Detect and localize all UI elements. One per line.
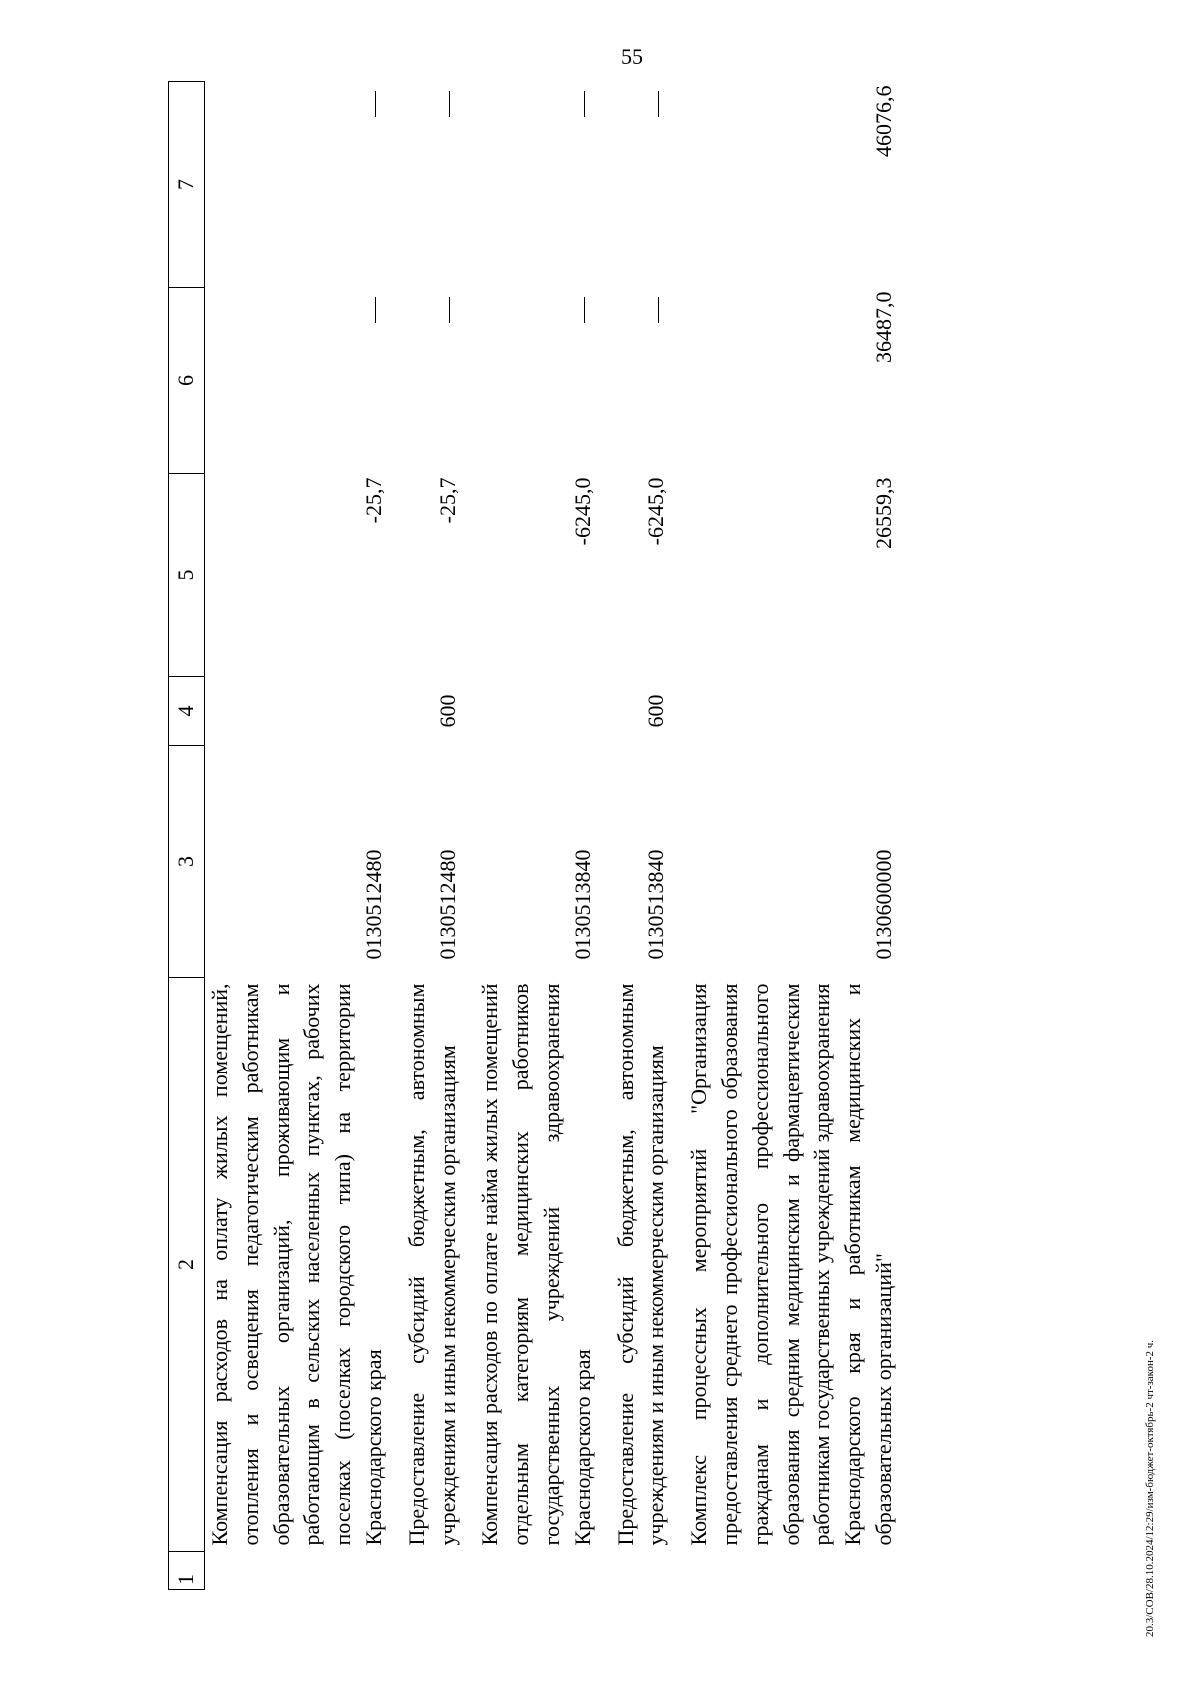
- row-amount-6: [475, 288, 610, 474]
- row-amount-5: -25,7: [360, 477, 386, 524]
- row-type: [684, 677, 912, 746]
- row-amount-7: [205, 82, 402, 288]
- row-type: 600: [434, 694, 460, 728]
- rotated-table-container: [168, 82, 1028, 1590]
- dash-mark: [375, 298, 376, 324]
- row-amount-5: -6245,0: [643, 477, 669, 546]
- row-description: Компенсация расходов на оплату жилых помещений, отопления и освещения педагогическим работникам образовательных организаций, проживающим и работающим в сельских населенных пунктах, рабочих поселках (поселках городского типа) на территории Краснодарского края: [207, 983, 386, 1546]
- row-description: Комплекс процессных мероприятий "Организация предоставления среднего профессионального образования гражданам и дополнительного профессионального образования средним медицинским и фармацевтическим работникам государственных учреждений здравоохранения Краснодарского края и работникам медицинских и образовательных организаций": [686, 983, 896, 1546]
- row-amount-5: -25,7: [434, 477, 460, 524]
- header-col-5: 5: [169, 474, 205, 677]
- row-type: [475, 677, 610, 746]
- table-row: [475, 82, 610, 1590]
- row-amount-7: 46076,6: [870, 85, 896, 157]
- row-description: Предоставление субсидий бюджетным, автономным учреждениям и иным некоммерческим организациям: [403, 983, 460, 1546]
- row-col-1: [205, 1552, 402, 1590]
- row-amount-7: [611, 82, 685, 288]
- dash-mark: [658, 92, 659, 118]
- dash-mark: [658, 298, 659, 324]
- table-row: [402, 82, 476, 1590]
- row-amount-6: 36487,0: [870, 291, 896, 363]
- row-amount-7: [402, 82, 476, 288]
- row-code: 0130513840: [643, 849, 669, 960]
- row-amount-5: 26559,3: [870, 477, 896, 549]
- page-number: 55: [621, 44, 643, 69]
- header-col-2: 2: [169, 978, 205, 1552]
- row-code: 0130600000: [870, 849, 896, 960]
- table-header-row: [169, 82, 205, 1590]
- row-description: Предоставление субсидий бюджетным, автономным учреждениям и иным некоммерческим организациям: [612, 983, 669, 1546]
- row-code: 0130513840: [569, 849, 595, 960]
- row-col-1: [684, 1552, 912, 1590]
- row-code: 0130512480: [434, 849, 460, 960]
- row-col-1: [402, 1552, 476, 1590]
- header-col-6: 6: [169, 288, 205, 474]
- row-col-1: [611, 1552, 685, 1590]
- row-code: 0130512480: [360, 849, 386, 960]
- row-amount-6: [205, 288, 402, 474]
- row-col-1: [475, 1552, 610, 1590]
- row-type: [205, 677, 402, 746]
- table-row: [611, 82, 685, 1590]
- row-amount-7: [475, 82, 610, 288]
- table-row: [205, 82, 402, 1590]
- dash-mark: [584, 92, 585, 118]
- header-col-1: 1: [169, 1552, 205, 1590]
- table-row: [684, 82, 912, 1590]
- footer-document-code: 20.3/СОВ/28.10.2024/12:29/изм-бюджет-октябрь-2 чт-закон-2 ч.: [1144, 1339, 1156, 1637]
- dash-mark: [584, 298, 585, 324]
- dash-mark: [449, 92, 450, 118]
- dash-mark: [375, 92, 376, 118]
- header-col-3: 3: [169, 746, 205, 978]
- dash-mark: [449, 298, 450, 324]
- header-col-4: 4: [169, 677, 205, 746]
- row-description: Компенсация расходов по оплате найма жилых помещений отдельным категориям медицинских работников государственных учреждений здравоохранения Краснодарского края: [477, 983, 595, 1546]
- row-amount-6: [611, 288, 685, 474]
- row-amount-5: -6245,0: [569, 477, 595, 546]
- row-amount-6: [402, 288, 476, 474]
- header-col-7: 7: [169, 82, 205, 288]
- budget-table: [168, 81, 912, 1590]
- row-type: 600: [643, 694, 669, 728]
